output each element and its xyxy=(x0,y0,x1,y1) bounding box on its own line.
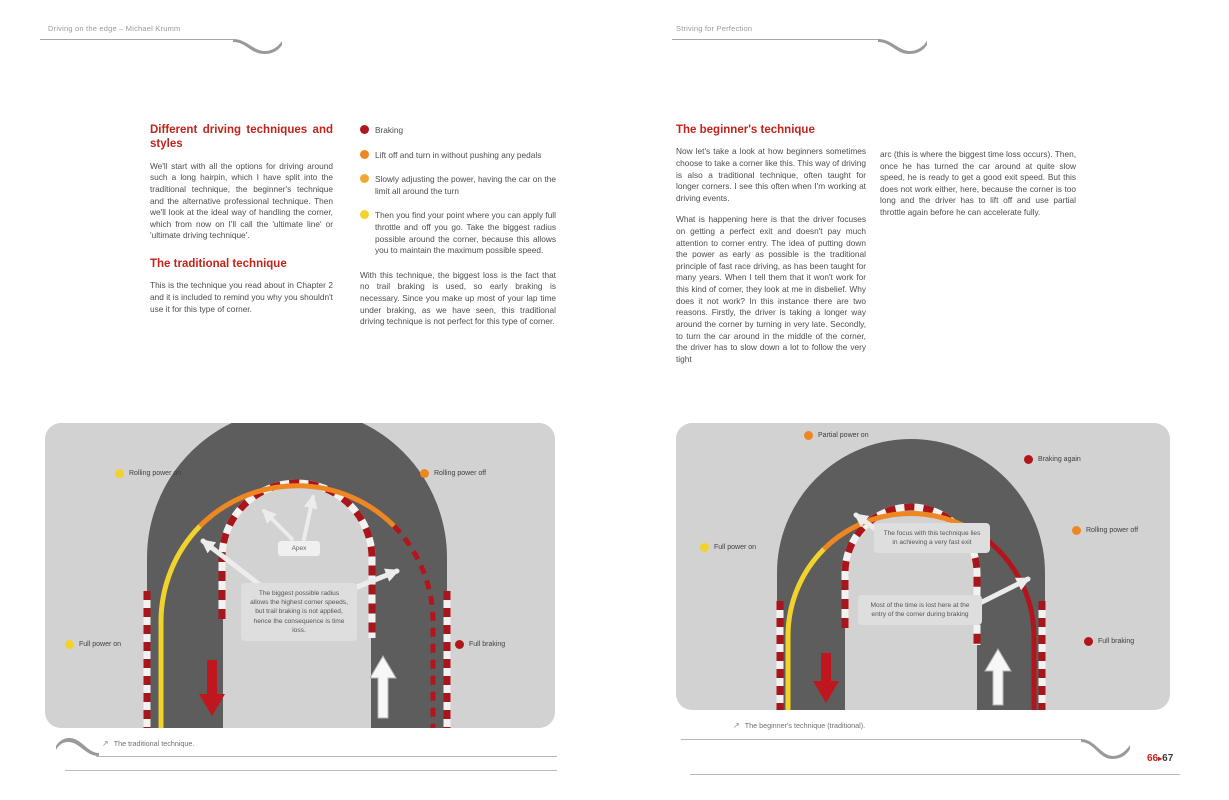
beginner-technique-diagram xyxy=(676,423,1170,710)
label-text: Rolling power off xyxy=(434,470,487,477)
full-braking-dot-icon xyxy=(1084,637,1093,646)
label-text: Rolling power off xyxy=(1086,527,1139,534)
traditional-technique-diagram xyxy=(45,423,555,728)
label-full-power-on xyxy=(65,640,121,649)
full-power-on-dot-icon xyxy=(65,640,74,649)
apex-label: Apex xyxy=(278,541,320,556)
header-swoosh-right-icon xyxy=(878,38,930,58)
label-text: Full braking xyxy=(469,641,506,648)
left-column-1 xyxy=(150,123,333,325)
braking-again-dot-icon xyxy=(1024,455,1033,464)
legend-label: Braking xyxy=(375,125,404,135)
paragraph-traditional: This is the technique you read about in Chapter 2 and it is included to remind you why you shouldn't use it for this type of corner. xyxy=(150,280,333,314)
partial-power-on-dot-icon xyxy=(804,431,813,440)
legend-item-braking xyxy=(360,125,556,137)
apex-arrow-right-icon xyxy=(304,497,313,539)
footer-rule-right-lower xyxy=(690,774,1180,775)
adjusting-dot-icon xyxy=(360,174,369,183)
right-column-1 xyxy=(676,123,866,375)
page-number xyxy=(1147,753,1173,764)
page-number-left: 66 xyxy=(1147,753,1159,764)
label-text: Full power on xyxy=(79,641,122,648)
right-diagram-caption xyxy=(733,721,865,730)
label-text: Full braking xyxy=(1098,638,1135,645)
label-full-braking xyxy=(455,640,505,649)
label-text: Rolling power on xyxy=(129,470,182,477)
paragraph-beginner-1: Now let's take a look at how beginners sometimes choose to take a corner like this. This way of driving is also a traditional technique, often taught for longer corners. I see this often when I'm working at driving events. xyxy=(676,146,866,203)
page-number-separator-icon: ▸ xyxy=(1158,754,1163,763)
label-text: Partial power on xyxy=(818,432,869,439)
header-swoosh-left-icon xyxy=(233,38,285,58)
label-text: Full power on xyxy=(714,544,757,551)
header-rule-left xyxy=(40,39,233,40)
running-header-left: Driving on the edge – Michael Krumm xyxy=(48,24,181,33)
callout-time-lost: Most of the time is lost here at the entry of the corner during braking xyxy=(858,595,982,625)
footer-swoosh-right-icon xyxy=(1081,738,1133,764)
legend-item-liftoff xyxy=(360,150,556,162)
paragraph-beginner-2: What is happening here is that the driver focuses on getting a perfect exit and doesn't pay much attention to corner entry. The idea of putting down the power as early as possible is the traditional principle of fast race driving, as has been taught for many years. When I tell them that it won't work for this kind of corner, they look at me in disbelief. Why does it not work? In this instance there are two reasons. Firstly, the driver is taking a longer way around the corner by turning in very late. Secondly, to turn the car around in the middle of the corner, the driver has to slow down a lot to follow the very tight xyxy=(676,214,866,364)
footer-swoosh-left-icon xyxy=(56,736,100,758)
rolling-power-on-dot-icon xyxy=(115,469,124,478)
callout-fast-exit: The focus with this technique lies in achieving a very fast exit xyxy=(874,523,990,553)
section-title-beginner: The beginner's technique xyxy=(676,124,815,136)
label-rolling-power-off xyxy=(1072,526,1138,535)
paragraph-technique-loss: With this technique, the biggest loss is the fact that no trail braking is used, so early braking is necessary. Since you make up most of your lap time under braking, as we have seen, this traditional driving technique is not perfect for this type of corner. xyxy=(360,269,556,327)
right-column-2 xyxy=(880,149,1076,229)
label-partial-power-on xyxy=(804,431,869,440)
liftoff-dot-icon xyxy=(360,150,369,159)
left-diagram-caption xyxy=(102,739,194,748)
paragraph-intro: We'll start with all the options for driving around such a long hairpin, which I have split into the traditional technique, the beginner's technique and the alternative professional technique. Then we'll look at the ideal way of handling the corner, which from now on I'll call the 'ultimate line' or 'ultimate driving technique'. xyxy=(150,160,333,241)
footer-rule-right-upper xyxy=(681,739,1081,740)
label-full-power-on xyxy=(700,543,756,552)
left-column-2 xyxy=(360,125,556,338)
caption-text: The beginner's technique (traditional). xyxy=(744,721,866,730)
running-header-right: Striving for Perfection xyxy=(676,24,753,33)
legend-item-fullthrottle xyxy=(360,210,556,256)
rolling-power-off-dot-icon xyxy=(420,469,429,478)
caption-arrow-icon: ↗ xyxy=(102,739,109,748)
header-rule-right xyxy=(672,39,878,40)
section-title-traditional: The traditional technique xyxy=(150,258,287,271)
fullthrottle-dot-icon xyxy=(360,210,369,219)
caption-arrow-icon: ↗ xyxy=(733,721,740,730)
label-rolling-power-off xyxy=(420,469,486,478)
full-braking-dot-icon xyxy=(455,640,464,649)
callout-biggest-radius: The biggest possible radius allows the highest corner speeds, but trail braking is not applied, hence the consequence is time loss. xyxy=(241,583,357,641)
legend-item-adjusting xyxy=(360,174,556,197)
full-power-on-dot-icon xyxy=(700,543,709,552)
braking-dot-icon xyxy=(360,125,369,134)
page-number-right: 67 xyxy=(1162,753,1174,764)
paragraph-beginner-3: arc (this is where the biggest time loss occurs). Then, once he has turned the car around at quite slow speed, he is ready to get a good exit speed. But this does not work either, here, because the corner is too long and the driver has to lift off and use partial throttle again before he can accelerate fully. xyxy=(880,149,1076,218)
section-title-techniques: Different driving techniques and styles xyxy=(150,124,333,151)
rolling-power-off-dot-icon xyxy=(1072,526,1081,535)
apex-arrow-left-icon xyxy=(264,511,292,539)
legend-label: Lift off and turn in without pushing any pedals xyxy=(375,149,542,160)
legend-label: Then you find your point where you can apply full throttle and off you go. Take the biggest radius possible around the corner, because this allows you to maintain the maximum possible speed. xyxy=(375,210,556,256)
label-full-braking xyxy=(1084,637,1134,646)
footer-rule-left-lower xyxy=(65,770,557,771)
label-braking-again xyxy=(1024,455,1081,464)
footer-rule-left-upper xyxy=(96,756,557,757)
label-rolling-power-on xyxy=(115,469,181,478)
legend-label: Slowly adjusting the power, having the car on the limit all around the turn xyxy=(375,174,556,196)
hairpin-track-graphic xyxy=(676,423,1170,710)
caption-text: The traditional technique. xyxy=(113,739,195,748)
label-text: Braking again xyxy=(1038,456,1081,463)
